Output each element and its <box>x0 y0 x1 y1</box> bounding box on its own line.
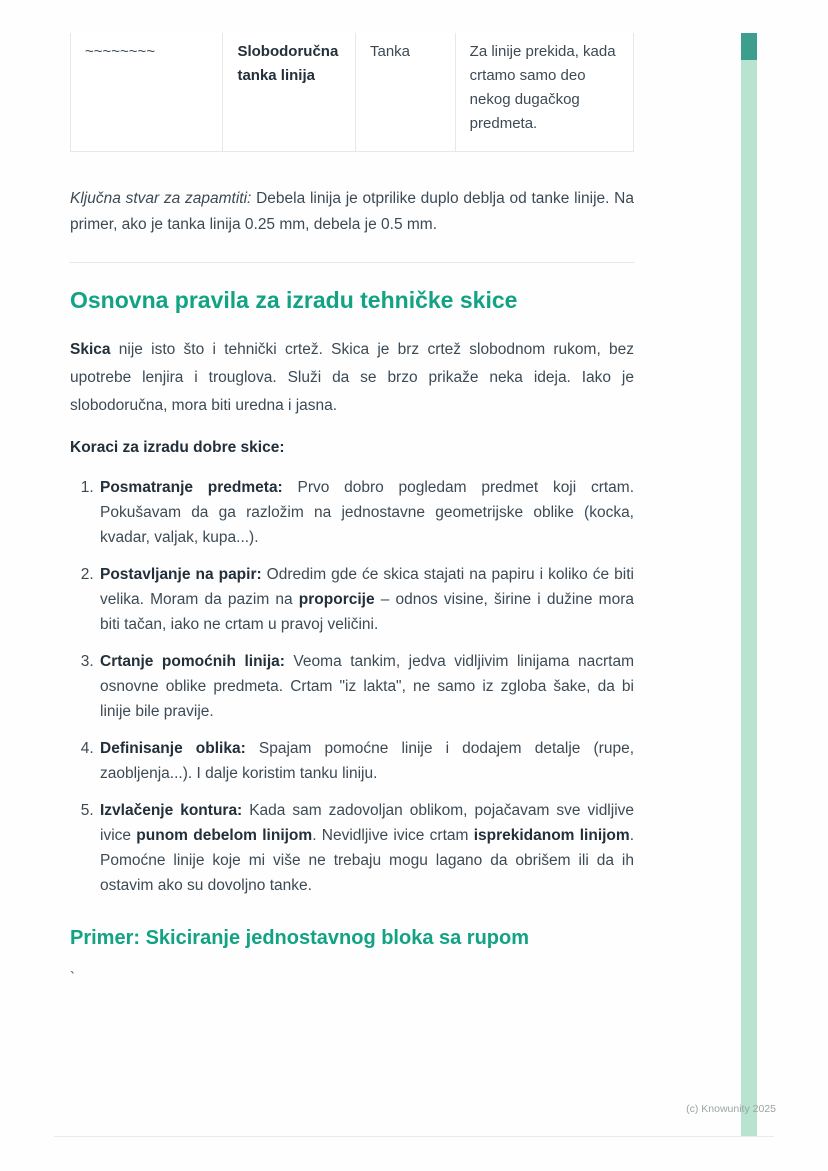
line-name-text: Slobodoručna tanka linija <box>237 43 339 84</box>
accent-strip-cap <box>741 33 757 60</box>
step-bold-text: Definisanje oblika: <box>100 740 246 757</box>
steps-list <box>70 475 634 898</box>
key-note-paragraph <box>70 186 634 238</box>
page-content <box>70 33 634 988</box>
intro-body: nije isto što i tehnički crtež. Skica je brz crtež slobodnom rukom, bez upotrebe lenjira i trouglova. Služi da se brzo prikaže neka ideja. Iako je slobodoručna, mora biti uredna i jasna. <box>70 341 634 414</box>
step-bold-text: Postavljanje na papir: <box>100 566 262 583</box>
step-bold-text: proporcije <box>298 591 375 608</box>
step-bold-text: isprekidanom linijom <box>473 827 630 844</box>
step-text: Veoma tankim, jedva vidljivim linijama nacrtam osnovne oblike predmeta. Crtam "iz lakta", ne samo iz zgloba šake, da bi linije bile pravije. <box>100 653 634 720</box>
step-text: Spajam pomoćne linije i dodajem detalje (rupe, zaobljenja...). I dalje koristim tanku liniju. <box>100 740 634 782</box>
step-item <box>98 475 634 550</box>
table-cell-line-name <box>222 33 355 151</box>
section-divider <box>70 262 634 263</box>
step-text: Odredim gde će skica stajati na papiru i koliko će biti velika. Moram da pazim na <box>100 566 634 608</box>
table-cell-line-usage <box>455 33 633 151</box>
step-bold-text: punom debelom linijom <box>136 827 313 844</box>
step-text: . Nevidljive ivice crtam <box>312 827 474 844</box>
copyright-credit: (c) Knowunity 2025 <box>686 1103 776 1115</box>
right-accent-strip <box>741 33 757 1136</box>
intro-paragraph <box>70 336 634 420</box>
step-item <box>98 562 634 637</box>
example-title: Primer: Skiciranje jednostavnog bloka sa rupom <box>70 927 530 949</box>
line-usage-text: Za linije prekida, kada crtamo samo deo nekog dugačkog predmeta. <box>469 43 616 132</box>
section-title: Osnovna pravila za izradu tehničke skice <box>70 287 518 313</box>
step-text: – odnos visine, širine i dužine mora biti tačan, iako ne crtam u pravoj veličini. <box>100 591 634 633</box>
table-cell-line-type <box>355 33 455 151</box>
page-bottom-edge <box>54 1136 774 1137</box>
step-item <box>98 798 634 898</box>
key-note-body: Debela linija je otprilike duplo deblja od tanke linije. Na primer, ako je tanka linija 0.25 mm, debela je 0.5 mm. <box>70 190 634 233</box>
steps-heading: Koraci za izradu dobre skice: <box>70 439 285 456</box>
stray-character: ` <box>70 969 75 986</box>
line-pattern-text: ~~~~~~~~ <box>85 43 156 60</box>
step-item <box>98 736 634 786</box>
step-text: Prvo dobro pogledam predmet koji crtam. Pokušavam da ga razložim na jednostavne geometrijske oblike (kocka, kvadar, valjak, kupa...). <box>100 479 635 546</box>
step-bold-text: Izvlačenje kontura: <box>100 802 243 819</box>
table-cell-line-pattern <box>71 33 222 151</box>
step-text: . Pomoćne linije koje mi više ne trebaju mogu lagano da obrišem ili da ih ostavim ako su dovoljno tanke. <box>100 827 634 894</box>
step-item <box>98 649 634 724</box>
line-type-text: Tanka <box>369 43 411 60</box>
line-types-table <box>70 33 634 152</box>
step-bold-text: Crtanje pomoćnih linija: <box>100 653 285 670</box>
step-bold-text: Posmatranje predmeta: <box>100 479 283 496</box>
step-text: Kada sam zadovoljan oblikom, pojačavam sve vidljive ivice <box>100 802 635 844</box>
key-note-lead: Ključna stvar za zapamtiti: <box>70 190 252 207</box>
intro-lead: Skica <box>70 341 111 358</box>
